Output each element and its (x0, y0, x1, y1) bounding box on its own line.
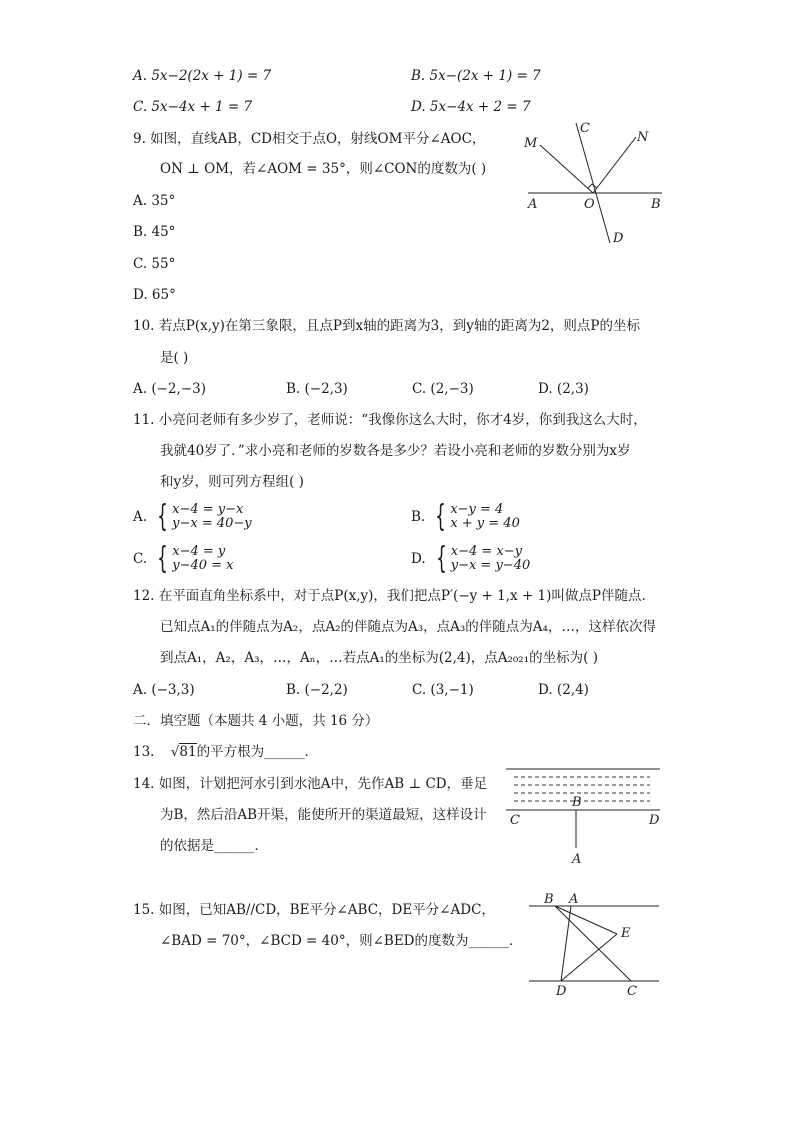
q11-line1: 11. 小亮问老师有多少岁了，老师说：“我像你这么大时，你才4岁，你到我这么大时， (133, 412, 647, 428)
q11-option-a (133, 499, 252, 534)
q11-line3: 和y岁，则可列方程组( ) (160, 474, 304, 490)
q11-option-b-label: B. (411, 509, 426, 525)
q15-segment-de (561, 934, 617, 981)
q8-option-b: B. 5x−(2x + 1) = 7 (411, 68, 541, 84)
q13-number: 13. (133, 744, 155, 760)
q14-label-d: D (649, 813, 660, 828)
q10-option-c: C. (2,−3) (412, 381, 474, 397)
q12-line1: 12. 在平面直角坐标系中，对于点P(x,y)，我们把点P′(−y + 1,x + 1)叫做点P伴随点. (133, 588, 646, 604)
q12-option-c: C. (3,−1) (412, 682, 474, 698)
q13-text: 的平方根为______． (196, 744, 319, 760)
q15-label-a: A (569, 892, 579, 907)
q11-option-a-eq2: y−x = 40−y (172, 516, 252, 531)
q9-label-n: N (637, 130, 649, 145)
q8-option-c: C. 5x−4x + 1 = 7 (133, 99, 253, 115)
q11-option-d-label: D. (411, 551, 426, 567)
q9-label-b: B (651, 197, 661, 212)
brace-icon: { (157, 541, 168, 576)
q15-line1: 15. 如图，已知AB//CD，BE平分∠ABC，DE平分∠ADC， (133, 902, 495, 918)
q14-label-b: B (572, 795, 582, 810)
q12-line3: 到点A₁，A₂，A₃，…，Aₙ，…若点A₁的坐标为(2,4)，点A₂₀₂₁的坐标为( ) (160, 650, 598, 666)
q9-option-a: A. 35° (133, 193, 176, 209)
q10-option-a: A. (−2,−3) (133, 381, 206, 397)
q15-figure (525, 888, 665, 998)
q14-label-c: C (510, 813, 520, 828)
q9-label-d: D (613, 231, 624, 246)
q11-option-a-eq1: x−4 = y−x (172, 502, 244, 517)
brace-icon: { (157, 499, 168, 534)
q9-line1: 9. 如图，直线AB，CD相交于点O，射线OM平分∠AOC， (133, 131, 486, 147)
brace-icon: { (435, 541, 447, 576)
q11-option-d (411, 541, 531, 576)
q14-label-a: A (572, 852, 582, 867)
q9-ray-on (593, 137, 636, 193)
q10-option-b: B. (−2,3) (286, 381, 348, 397)
q11-line2: 我就40岁了．”求小亮和老师的岁数各是多少？若设小亮和老师的岁数分别为x岁 (160, 443, 631, 459)
q11-option-a-label: A. (133, 509, 148, 525)
q14-line2: 为B，然后沿AB开渠，能使所开的渠道最短，这样设计 (160, 807, 487, 823)
section-heading: 二．填空题（本题共 4 小题，共 16 分） (133, 713, 379, 729)
q15-label-d: D (556, 984, 567, 999)
sqrt-icon: √ (170, 744, 180, 760)
q11-option-c (133, 541, 234, 576)
q13-line (133, 743, 318, 761)
q11-option-c-label: C. (133, 551, 148, 567)
brace-icon: { (435, 499, 447, 534)
q11-option-c-eq2: y−40 = x (172, 558, 234, 573)
q9-line2: ON ⊥ OM，若∠AOM = 35°，则∠CON的度数为( ) (160, 161, 487, 177)
q12-option-a: A. (−3,3) (133, 682, 195, 698)
q9-label-a: A (528, 197, 538, 212)
q9-label-o: O (584, 197, 595, 212)
q12-option-d: D. (2,4) (538, 682, 589, 698)
q9-line-cd (576, 123, 610, 243)
q10-line2: 是( ) (160, 350, 189, 366)
q15-label-c: C (627, 984, 637, 999)
q9-label-m: M (524, 136, 538, 151)
q9-label-c: C (580, 121, 590, 136)
q12-line2: 已知点A₁的伴随点为A₂，点A₂的伴随点为A₃，点A₃的伴随点为A₄，…，这样依次得 (160, 619, 656, 635)
q11-option-b-eq2: x + y = 40 (450, 516, 520, 531)
q12-option-b: B. (−2,2) (286, 682, 348, 698)
q11-option-b-eq1: x−y = 4 (450, 502, 504, 517)
q9-ray-om (540, 145, 593, 193)
q14-figure (500, 762, 670, 872)
q15-line2: ∠BAD = 70°，∠BCD = 40°，则∠BED的度数为______． (160, 933, 523, 949)
q8-option-d: D. 5x−4x + 2 = 7 (411, 99, 531, 115)
q13-radicand: 81 (179, 744, 197, 760)
q9-right-angle-mark (588, 184, 597, 188)
q14-line1: 14. 如图，计划把河水引到水池A中，先作AB ⊥ CD，垂足 (133, 776, 488, 792)
q14-line3: 的依据是______． (160, 838, 268, 854)
q9-option-c: C. 55° (133, 256, 176, 272)
q11-option-b (411, 499, 520, 534)
q10-option-d: D. (2,3) (538, 381, 589, 397)
q9-option-b: B. 45° (133, 224, 176, 240)
q15-label-e: E (621, 926, 631, 941)
q11-option-d-eq2: y−x = y−40 (450, 558, 531, 573)
q8-option-a: A. 5x−2(2x + 1) = 7 (133, 68, 272, 84)
q15-label-b: B (544, 892, 554, 907)
q11-option-d-eq1: x−4 = x−y (450, 544, 522, 559)
q15-segment-be (555, 906, 617, 934)
q10-line1: 10. 若点P(x,y)在第三象限，且点P到x轴的距离为3，到y轴的距离为2，则点P的坐标 (133, 318, 640, 334)
q11-option-c-eq1: x−4 = y (172, 544, 226, 559)
q9-figure (520, 115, 670, 250)
q9-option-d: D. 65° (133, 287, 176, 303)
